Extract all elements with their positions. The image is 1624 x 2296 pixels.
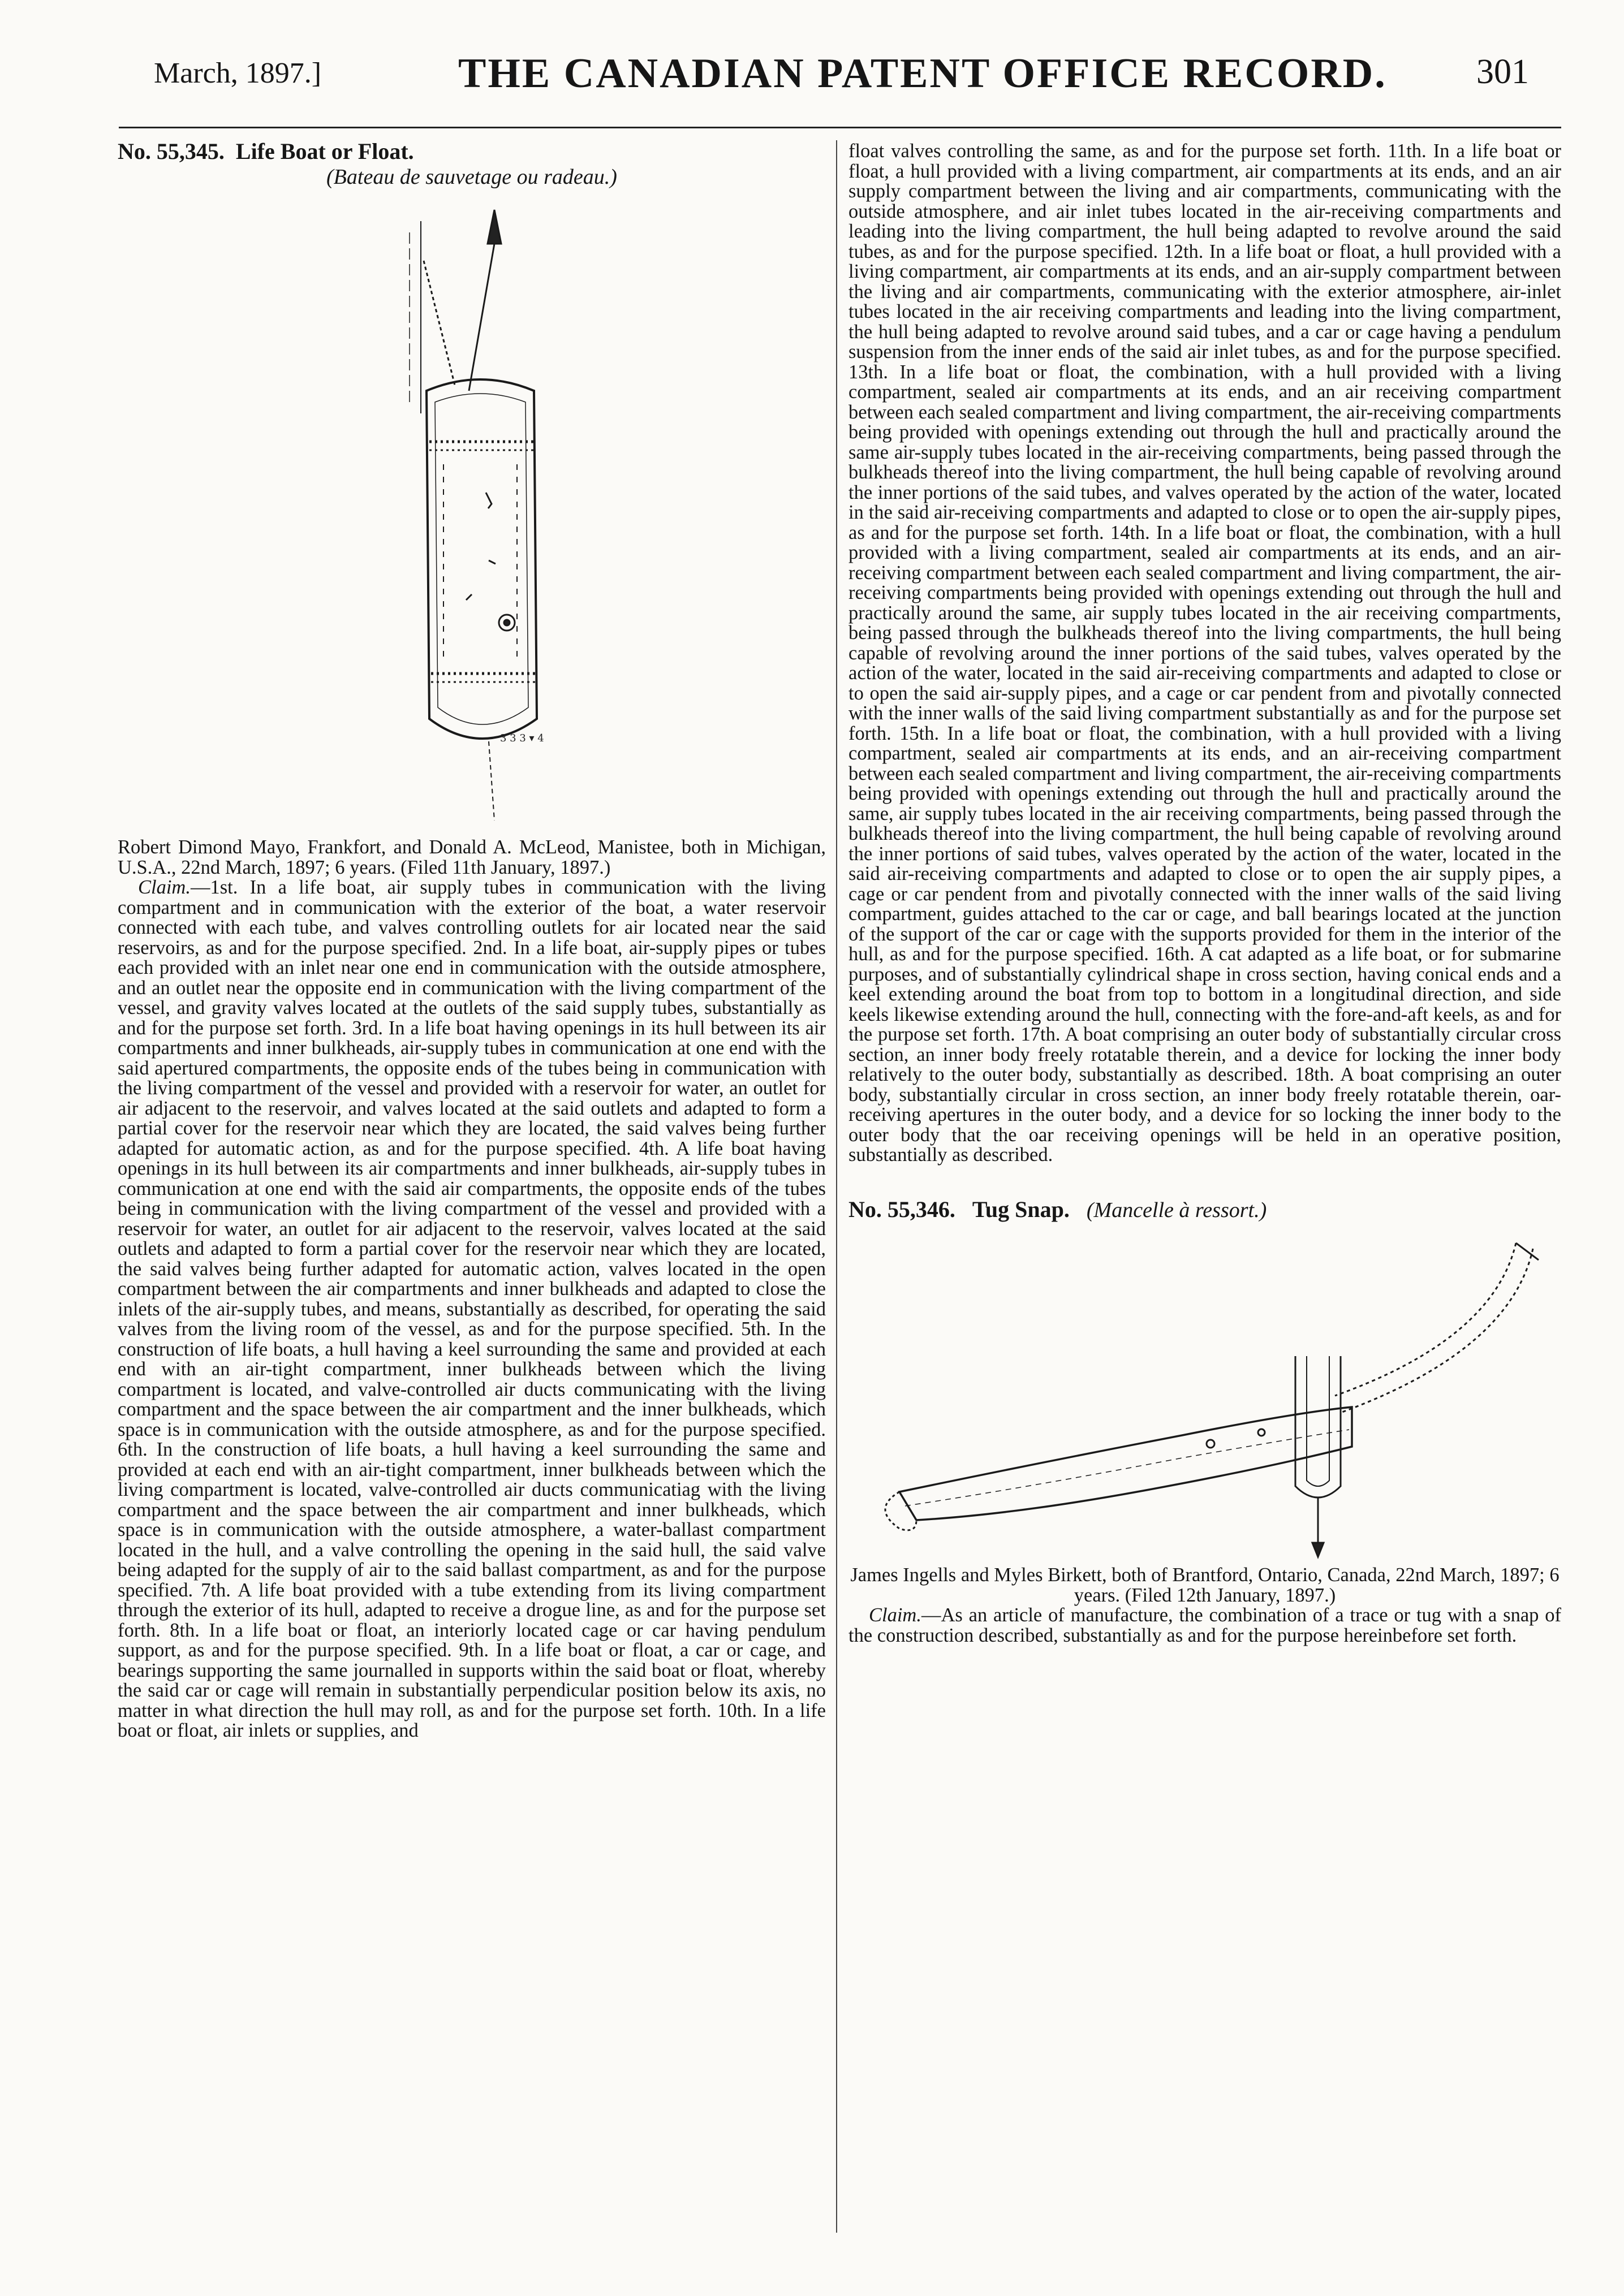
journal-title: THE CANADIAN PATENT OFFICE RECORD. [458,50,1387,97]
page-header [0,0,1624,130]
claim-text: —As an article of manufacture, the combination of a trace or tug with a snap of the construction described, substantially as and for the purpose hereinbefore set forth. [848,1604,1561,1646]
page-number: 301 [1476,53,1529,91]
french-title: (Mancelle à ressort.) [1086,1198,1267,1222]
patent-title: Tug Snap. [972,1196,1070,1222]
patent-title: Life Boat or Float. [235,141,414,164]
claims-text [848,1606,1561,1646]
french-title: (Bateau de sauvetage ou radeau.) [326,165,617,189]
claims-text [118,878,826,1741]
claim-label: Claim. [138,877,191,898]
tug-snap-illustration [865,1226,1544,1560]
patent-heading [118,141,826,162]
claim-label: Claim. [869,1604,921,1626]
life-boat-illustration [353,198,591,832]
left-column [118,141,826,2245]
inventors: Robert Dimond Mayo, Frankfort, and Donald A. McLeod, Manistee, both in Michigan, U.S.A., 22nd March, 1897; 6 years. (Filed 11th January, 1897.) [118,836,826,878]
patent-number: No. 55,345. [118,141,225,164]
header-divider [119,127,1561,128]
column-divider [836,140,837,2233]
patent-heading [848,1196,1561,1222]
issue-date: March, 1897.] [154,57,322,89]
patent-number: No. 55,346. [848,1196,955,1222]
inventors: James Ingells and Myles Birkett, both of Brantford, Ontario, Canada, 22nd March, 1897; 6 years. (Filed 12th January, 1897.) [850,1564,1560,1606]
claims-continued: float valves controlling the same, as and for the purpose set forth. 11th. In a life boat or float, a hull provided with a living compartment, air compartments at its ends, and an air supply compartment between the living and air compartments, communicating with the outside atmosphere, and air inlet tubes located in the air-receiving compartments and leading into the living compartment, the hull being adapted to revolve around the said tubes, as and for the purpose specified. 12th. In a life boat or float, a hull provided with a living compartment, air compartments at its ends, and an air-supply compartment between the living and air compartments, communicating with the exterior atmosphere, air-inlet tubes located in the air receiving compartments and leading into the living compartment, the hull being adapted to revolve around said tubes, and a car or cage having a pendulum suspension from the inner ends of the said air inlet tubes, as and for the purpose specified. 13th. In a life boat or float, the combination, with a hull provided with a living compartment, sealed air compartments at its ends, and an air receiving compartment between each sealed compartment and living compartment, the air-receiving compartments being provided with openings extending out through the hull and practically around the same air-supply tubes located in the air-receiving compartments, being passed through the bulkheads thereof into the living compartment, the hull being capable of revolving around the inner portions of the said tubes, and valves operated by the action of the water, located in the said air-receiving compartments and adapted to close or to open the air-supply pipes, as and for the purpose set forth. 14th. In a life boat or float, the combination, with a hull provided with a living compartment, sealed air compartments at its ends, and an air-receiving compartment between each sealed compartment and living compartment, the air-receiving compartments being provided with openings extending out through the hull and practically around the same, air supply tubes located in the air receiving compartments, being passed through the bulkheads thereof into the living compartments, the hull being capable of revolving around the inner portions of the said tubes, valves operated by the action of the water, located in the said air-receiving compartments and adapted to close or to open the said air-supply pipes, and a cage or car pendent from and pivotally connected with the inner walls of the said living compartment substantially as and for the purpose set forth. 15th. In a life boat or float, the combination, with a hull provided with a living compartment, sealed air compartments at its ends, and an air-receiving compartment between each sealed compartment and living compartment, the air-receiving compartments being provided with openings extending out through the hull and practically around the same, air supply tubes located in the air receiving compartments, being passed through the bulkheads thereof into the living compartment, the hull being capable of revolving around the inner portions of said tubes, valves operated by the action of the water, located in the said air-receiving compartments and adapted to close or to open the air supply pipes, a cage or car pendent from and pivotally connected with the inner walls of the said living compartment, guides attached to the car or cage, and ball bearings located at the junction of the support of the car or cage with the supports provided for them in the interior of the hull, as and for the purpose specified. 16th. A cat adapted as a life boat, or for submarine purposes, and of substantially cylindrical shape in cross section, having conical ends and a keel extending around the boat from top to bottom in a longitudinal direction, and side keels likewise extending around the hull, connecting with the fore-and-aft keels, as and for the purpose set forth. 17th. A boat comprising an outer body of substantially circular cross section, an inner body freely rotatable therein, and a device for locking the inner body relatively to the outer body, substantially as described. 18th. A boat comprising an outer body, substantially circular in cross section, an inner body freely rotatable therein, oar-receiving apertures in the outer body, and a device for so locking the inner body to the outer body that the oar receiving openings will be held in an operative position, substantially as described. [848,141,1561,1166]
claims-left: —1st. In a life boat, air supply tubes in communication with the living compartment and in communication with the exterior of the boat, a water reservoir connected with each tube, and valves controlling outlets for air located near the said reservoirs, as and for the purpose specified. 2nd. In a life boat, air-supply pipes or tubes each provided with an inlet near one end in communication with the outside atmosphere, and an outlet near the opposite end in communication with the living compartment of the vessel, and gravity valves located at the outlets of the said supply tubes, substantially as and for the purpose set forth. 3rd. In a life boat having openings in its hull between its air compartments and inner bulkheads, air-supply tubes in communication at one end with the said apertured compartments, the opposite ends of the tubes being in communication with the living compartment of the vessel and provided with a reservoir for water, an outlet for air adjacent to the reservoir, and valves located at the said outlets and adapted to form a partial cover for the reservoir near which they are located, the said valves being further adapted for automatic action, as and for the purpose specified. 4th. A life boat having openings in its hull between its air compartments and inner bulkheads, air-supply tubes in communication at one end with the said air compartments, the opposite ends of the tubes being in communication with the living compartment of the vessel and provided with a reservoir for water, an outlet for air adjacent to the reservoir, valves located at the said outlets and adapted to form a partial cover for the reservoir near which they are located, the said valves being further adapted for automatic action, valves located in the open compartment between the air compartments and inner bulkheads and adapted to close the inlets of the air-supply tubes, and means, substantially as described, for operating the said valves from the living room of the vessel, as and for the purpose specified. 5th. In the construction of life boats, a hull having a keel surrounding the same and provided at each end with an air-tight compartment, inner bulkheads between which the living compartment is located, and valve-controlled air ducts communicating with the living compartment and the space between the air compartment and the inner bulkheads, which space is in communication with the outside atmosphere, as and for the purpose specified. 6th. In the construction of life boats, a hull having a keel surrounding the same and provided at each end with an air-tight compartment, inner bulkheads between which the living compartment is located, valve-controlled air ducts communicatiag with the living compartment and the space between the air compartment and inner bulkheads, which space is in communication with the outside atmosphere, a water-ballast compartment located in the hull, and a valve controlling the opening in the said hull, the said valve being adapted for the supply of air to the said ballast compartment, as and for the purpose specified. 7th. A life boat provided with a tube extending from its living compartment through the exterior of its hull, adapted to receive a drogue line, as and for the purpose set forth. 8th. In a life boat or float, an interiorly located cage or car having pendulum support, as and for the purpose specified. 9th. In a life boat or float, a car or cage, and bearings supporting the same journalled in supports within the said boat or float, whereby the said car or cage will remain in substantially perpendicular position below its axis, no matter in what direction the hull may roll, as and for the purpose set forth. 10th. In a life boat or float, air inlets or supplies, and [118,877,826,1741]
svg-text:3 3 3 ▾ 4: 3 3 3 ▾ 4 [500,732,544,744]
right-column [848,141,1561,2245]
